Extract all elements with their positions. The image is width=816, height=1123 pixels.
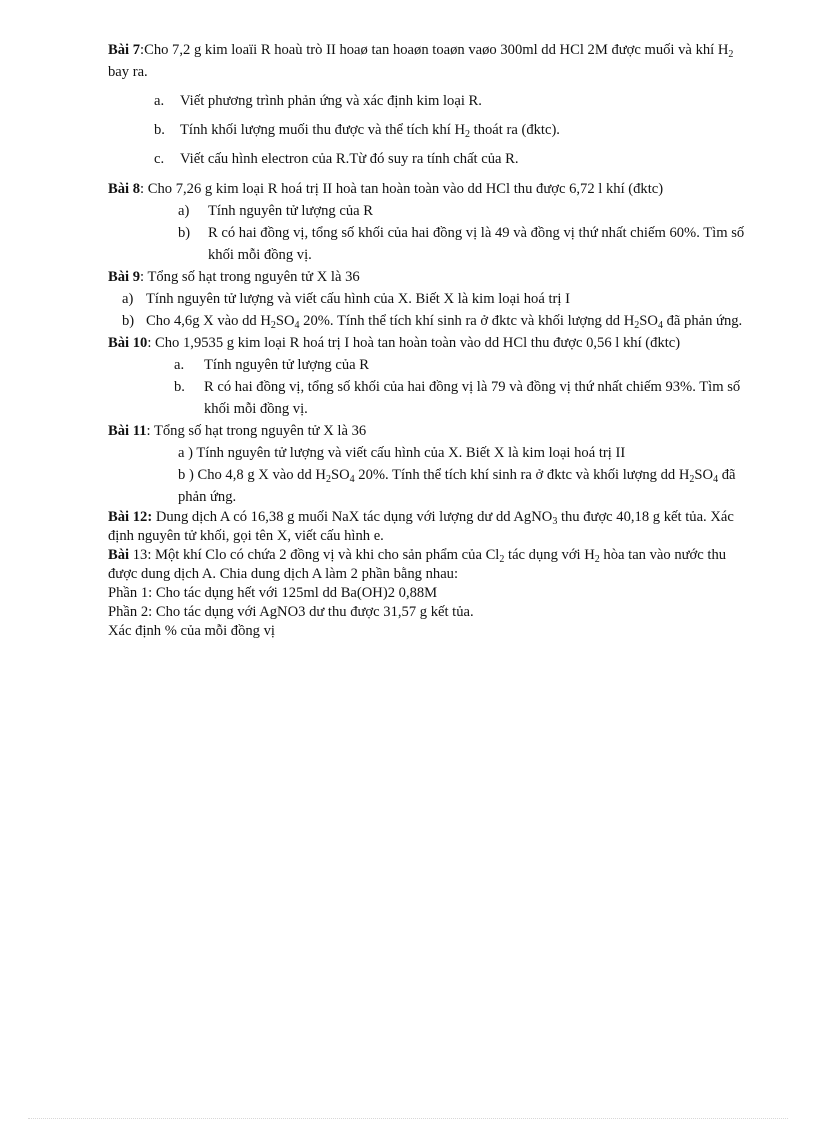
exercise-7-label: Bài 7 (108, 42, 141, 58)
exercise-12-label: Bài 12: (108, 509, 153, 525)
exercise-11-prompt: Bài 11: Tổng số hạt trong nguyên tử X là 36 (108, 423, 367, 439)
exercise-11-label: Bài 11 (108, 423, 147, 439)
exercise-13-part-1: Phần 1: Cho tác dụng hết với 125ml dd Ba(OH)2 0,88M (108, 585, 438, 601)
exercise-9-item-b: b) Cho 4,6g X vào dd $H_2SO_4$ 20%. Tính thể tích khí sinh ra ở đktc và khối lượng dd $H_2SO_4$ đã phản ứng. (122, 313, 743, 331)
exercise-9-prompt: Bài 9: Tổng số hạt trong nguyên tử X là 36 (108, 269, 360, 285)
exercise-10-item-a: a. Tính nguyên tử lượng của R (174, 357, 369, 373)
exercise-11-item-a: a ) Tính nguyên tử lượng và viết cấu hình của X. Biết X là kim loại hoá trị II (178, 445, 626, 461)
exercise-13-label: Bài (108, 547, 130, 563)
exercise-7-item-a: a. Viết phương trình phản ứng và xác định kim loại R. (154, 93, 482, 109)
exercise-11-item-b: b ) Cho 4,8 g X vào dd $H_2SO_4$ 20%. Tính thể tích khí sinh ra ở đktc và khối lượng dd $H_2SO_4$ đã phản ứng. (178, 467, 736, 505)
exercise-9 (108, 266, 758, 332)
exercise-10-item-b: b. R có hai đồng vị, tổng số khối của hai đồng vị là 79 và đồng vị thứ nhất chiếm 93%. Tìm số khối mỗi đồng vị. (174, 379, 741, 417)
exercise-8-prompt: Bài 8: Cho 7,26 g kim loại R hoá trị II hoà tan hoàn toàn vào dd HCl thu được 6,72 l khí (đktc) (108, 181, 664, 197)
exercise-10-label: Bài 10 (108, 335, 148, 351)
exercise-8-label: Bài 8 (108, 181, 141, 197)
exercise-13-prompt: Bài 13: Một khí Clo có chứa 2 đồng vị và khi cho sản phẩm của $Cl_2$ tác dụng với $H_2$ hòa tan vào nước thu được dung dịch A. Chia dung dịch A làm 2 phần bằng nhau: (108, 547, 727, 582)
exercise-8-item-b: b) R có hai đồng vị, tổng số khối của hai đồng vị là 49 và đồng vị thứ nhất chiếm 60%. Tìm số khối mỗi đồng vị. (178, 225, 745, 263)
exercise-9-label: Bài 9 (108, 269, 141, 285)
page-bottom-divider (28, 1118, 788, 1119)
exercise-13-question: Xác định % của mỗi đồng vị (108, 623, 275, 639)
exercise-12-prompt: Bài 12: Dung dịch A có 16,38 g muối NaX tác dụng với lượng dư dd AgNO$_3$ thu được 40,18 g kết tủa. Xác định nguyên tử khối, gọi tên X, viết cấu hình e. (108, 509, 734, 544)
exercise-7 (108, 39, 758, 170)
exercise-10 (108, 332, 758, 420)
exercise-page (108, 39, 758, 641)
exercise-7-prompt: Bài 7:Cho 7,2 g kim loaïi R hoaù trò II hoaø tan hoaøn toaøn vaøo 300ml dd HCl 2M được muối và khí $H_2$ bay ra. (108, 42, 734, 80)
exercise-8-item-a: a) Tính nguyên tử lượng của R (178, 203, 373, 219)
exercise-7-item-c: c. Viết cấu hình electron của R.Từ đó suy ra tính chất của R. (154, 151, 519, 167)
exercise-7-item-b: b. Tính khối lượng muối thu được và thể tích khí $H_2$ thoát ra (đktc). (154, 122, 560, 140)
exercise-13-part-2: Phần 2: Cho tác dụng với AgNO3 dư thu được 31,57 g kết tủa. (108, 604, 474, 620)
exercise-11 (108, 420, 758, 508)
exercise-12 (108, 508, 758, 546)
exercise-10-prompt: Bài 10: Cho 1,9535 g kim loại R hoá trị I hoà tan hoàn toàn vào dd HCl thu được 0,56 l khí (đktc) (108, 335, 681, 351)
exercise-13 (108, 546, 758, 641)
exercise-8 (108, 178, 758, 266)
exercise-9-item-a: a) Tính nguyên tử lượng và viết cấu hình của X. Biết X là kim loại hoá trị I (122, 291, 570, 307)
